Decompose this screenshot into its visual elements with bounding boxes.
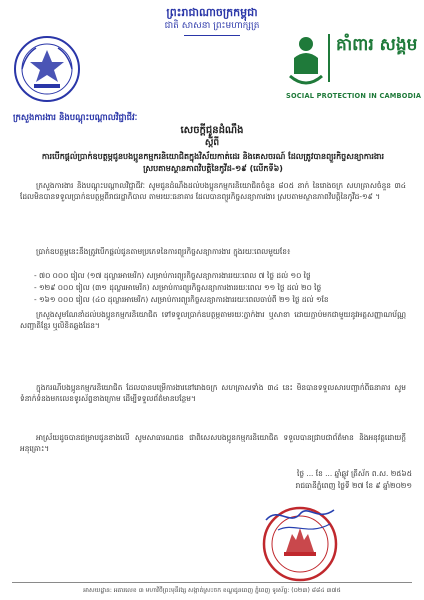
ministry-name: ក្រសួងការងារ និងបណ្តុះបណ្តាលវិជ្ជាជីវៈ — [13, 113, 138, 123]
social-protection-logo — [286, 30, 422, 102]
official-seal-icon — [238, 500, 362, 584]
kingdom-motto: ជាតិ សាសនា ព្រះមហាក្សត្រ — [164, 21, 260, 31]
header-rule — [184, 35, 240, 36]
solar-date: រាជធានីភ្នំពេញ ថ្ងៃទី ២៧ ខែ ៩ ឆ្នាំ២០២១ — [295, 481, 412, 490]
social-protection-caption: SOCIAL PROTECTION IN CAMBODIA — [286, 92, 422, 100]
paragraph-intro: ក្រសួងការងារ និងបណ្តុះបណ្តាលវិជ្ជាជីវៈ សូមជូនដំណឹងដល់បងប្អូនកម្មករនិយោជិតចំនួន ៨០៥ នាក់ នៃរោងចក្រ សហគ្រាសចំនួន ៣៤ ដែលមិនបានទទួលប្រាក់ឧបត្ថម្ភពីរាជរដ្ឋាភិបាល តាមរយៈធនាគារ ដែលបានព្យួរកិច្ចសន្យាការងារ ស្របតាមស្ថានភាពវិបត្តិនៃកូវីដ-១៩ ។ — [20, 181, 406, 201]
notice-subject: ការបើកផ្តល់ប្រាក់ឧបត្ថម្ភជូនបងប្អូនកម្មករនិយោជិតក្នុងវិស័យកាត់ដេរ និងគេសចរណ៍ ដែលត្រូវបានព្យួរកិច្ចសន្យាការងារស្របតាមស្ថានភាពវិបត្តិនៃកូវីដ-១៩ (លើកទី៦) — [41, 152, 385, 173]
amount-item-1: - ៧០ ០០០ រៀល (១៧ ដុល្លារអាមេរិក) សម្រាប់ការព្យួរកិច្ចសន្យាការងាររយៈពេល ៧ ថ្ងៃ ដល់ ១០ ថ្ងៃ — [34, 271, 311, 280]
notice-subject-label: ស្តីពី — [204, 138, 220, 148]
paragraph-contact: ក្នុងករណីបងប្អូនកម្មករនិយោជិត ដែលបានបម្រើការងារនៅរោងចក្រ សហគ្រាសទាំង ៣៤ នេះ មិនបានទទួលសារបញ្ជាក់ពីធនាគារ សូមទំនាក់ទំនងមកលេខទូរស័ព្ទខាងក្រោម ដើម្បីទទួលព័ត៌មានបន្ថែម។ — [20, 383, 406, 403]
ministry-emblem-icon — [12, 34, 82, 104]
kingdom-header — [132, 6, 292, 36]
amount-item-3: - ១៦១ ០០០ រៀល (៤០ ដុល្លារអាមេរិក) សម្រាប់ការព្យួរកិច្ចសន្យាការងាររយៈពេលចាប់ពី ២១ ថ្ងៃ ដល់ ១ខែ — [34, 295, 329, 304]
lunar-date: ថ្ងៃ ... ខែ ... ឆ្នាំឆ្លូវ ត្រីស័ក ព.ស. ២៥៦៥ — [296, 469, 412, 478]
paragraph-closing: អាស្រ័យដូចបានជម្រាបជូនខាងលើ សូមសាធារណជន ជាពិសេសបងប្អូនកម្មករនិយោជិត ទទួលបានជ្រាបជាព័ត៌មាន និងអនុវត្តដោយក្តីអនុគ្រោះ។ — [20, 433, 406, 453]
social-protection-khmer: គាំពារ សង្គម — [336, 35, 418, 55]
notice-title: សេចក្តីជូនដំណឹង — [180, 125, 244, 136]
paragraph-instructions: ក្រសួងសូមណែនាំដល់បងប្អូនកម្មករនិយោជិត ទៅទទួលប្រាក់ឧបត្ថម្ភតាមរយៈភ្នាក់ងារ ឬសាខា ដោយភ្ជាប់មកជាមួយនូវអត្តសញ្ញាណប័ណ្ណសញ្ជាតិខ្មែរ ឬលិខិតឆ្លងដែន។ — [20, 310, 406, 330]
paragraph-amounts-intro: ប្រាក់ឧបត្ថម្ភនេះនឹងត្រូវបើកផ្តល់ជូនតាមប្រភេទនៃការព្យួរកិច្ចសន្យាការងារ ក្នុងរយៈពេលមួយខែ៖ — [36, 247, 291, 256]
footer-rule — [12, 582, 412, 583]
footer-address: អាសយដ្ឋាន: អគារលេខ ៣ មហាវិថីព្រះមុនីវង្ស សង្កាត់ស្រះចក ខណ្ឌដូនពេញ ភ្នំពេញ ទូរស័ព្ទ: (០២៣) ៨៨៤ ៣៧៥ — [83, 587, 341, 594]
amount-item-2: - ១២៩ ០០០ រៀល (៣១ ដុល្លារអាមេរិក) សម្រាប់ការព្យួរកិច្ចសន្យាការងាររយៈពេល ១១ ថ្ងៃ ដល់ ២០ ថ្ងៃ — [34, 283, 322, 292]
kingdom-title: ព្រះរាជាណាចក្រកម្ពុជា — [166, 6, 258, 19]
